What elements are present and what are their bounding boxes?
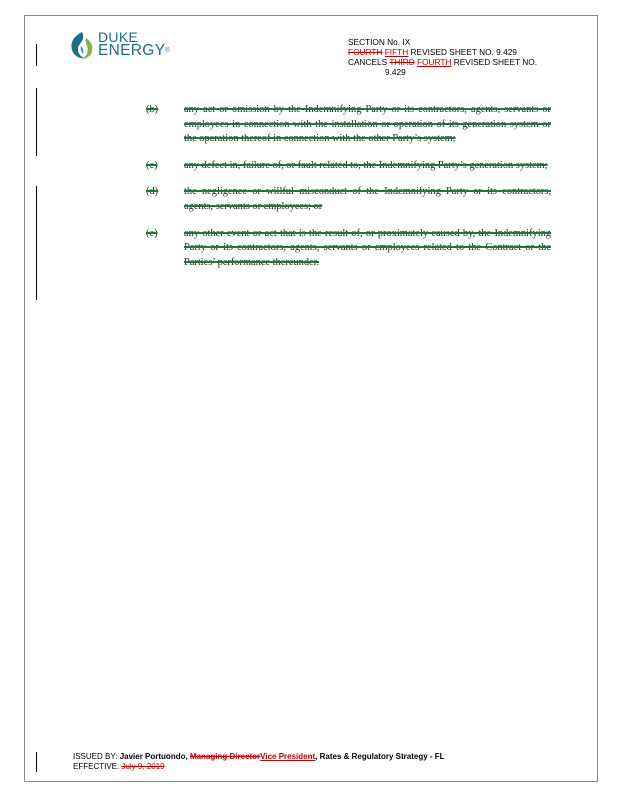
duke-energy-logo bbox=[68, 30, 178, 66]
cancels-rest: REVISED SHEET NO. bbox=[451, 57, 538, 67]
deleted-title: Managing Director bbox=[189, 752, 261, 761]
logo-line-duke: DUKE bbox=[98, 29, 139, 45]
issuer-name: Javier Portuondo bbox=[119, 752, 186, 761]
clause-item bbox=[146, 227, 551, 271]
cancels-prefix: CANCELS bbox=[348, 57, 390, 67]
effective-label: EFFECTIVE: bbox=[73, 762, 122, 771]
logo-wordmark bbox=[98, 30, 170, 58]
revised-sheet-rest: REVISED SHEET NO. 9.429 bbox=[408, 47, 517, 57]
issued-label: ISSUED BY: bbox=[73, 752, 120, 761]
title-rest: , Rates & Regulatory Strategy - FL bbox=[315, 752, 445, 761]
change-bar bbox=[36, 88, 37, 156]
deleted-revision: FOURTH bbox=[348, 47, 383, 57]
logo-line-energy: ENERGY bbox=[98, 42, 166, 59]
clause-text: any other event or act that is the result of, or proximately caused by, the Indemnifying Party or its contractors, agents, servants or employees related to the Contract or the Parties’ performance thereunder. bbox=[184, 227, 551, 268]
section-number: SECTION No. IX bbox=[348, 37, 411, 47]
deleted-cancels: THIRD bbox=[389, 57, 415, 67]
clause-text: the negligence or willful misconduct of the Indemnifying Party or its contractors, agents, servants or employees; or bbox=[184, 186, 551, 212]
clause-item bbox=[146, 103, 551, 147]
clause-item bbox=[146, 185, 551, 214]
clause-text: any defect in, failure of, or fault related to, the Indemnifying Party’s generation system; bbox=[184, 159, 548, 171]
change-bar bbox=[36, 186, 37, 300]
sheet-header bbox=[348, 37, 537, 77]
indemnity-clauses bbox=[146, 103, 551, 282]
clause-label: (b) bbox=[146, 104, 159, 115]
clause-text: any act or omission by the Indemnifying Party or its contractors, agents, servants or employees in connection with the installation or operation of its generation system or the operation thereof in connection with the other Party’s system; bbox=[184, 104, 551, 145]
flame-logo-icon bbox=[68, 30, 96, 62]
revised-sheet-line bbox=[348, 47, 537, 57]
inserted-revision: FIFTH bbox=[384, 47, 409, 57]
sheet-footer bbox=[73, 752, 445, 772]
clause-label: (e) bbox=[146, 227, 158, 239]
clause-item bbox=[146, 159, 551, 174]
issuer-separator: , bbox=[185, 752, 190, 761]
registered-mark: ® bbox=[165, 48, 170, 54]
cancels-number: 9.429 bbox=[385, 67, 406, 77]
deleted-effective-date: July 9, 2019 bbox=[121, 762, 165, 771]
issued-by-line bbox=[73, 752, 445, 762]
change-bar bbox=[36, 752, 37, 772]
clause-label: (c) bbox=[146, 159, 158, 171]
inserted-title: Vice President bbox=[260, 752, 316, 761]
cancels-line bbox=[348, 57, 537, 67]
change-bar bbox=[36, 44, 37, 66]
clause-label: (d) bbox=[146, 186, 159, 198]
inserted-cancels: FOURTH bbox=[417, 57, 452, 67]
effective-line bbox=[73, 762, 445, 772]
